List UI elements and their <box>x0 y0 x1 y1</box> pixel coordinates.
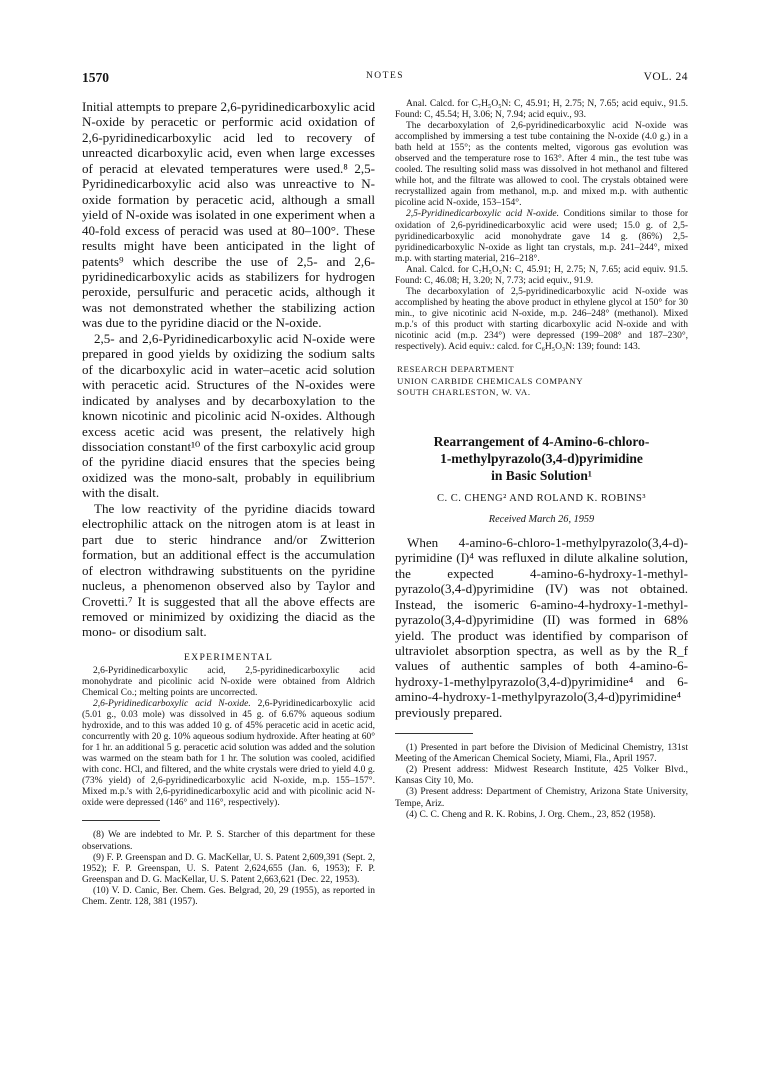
left-column <box>82 99 375 908</box>
article-title-line: 1-methylpyrazolo(3,4-d)pyrimidine <box>440 450 643 466</box>
experimental-heading: EXPERIMENTAL <box>183 651 274 663</box>
footnote: (10) V. D. Canic, Ber. Chem. Ges. Belgrad, 20, 29 (1955), as reported in Chem. Zentr. 128, 381 (1957). <box>82 885 375 907</box>
footnote: (2) Present address: Midwest Research Institute, 425 Volker Blvd., Kansas City 10, Mo. <box>395 765 688 787</box>
footnote-rule <box>395 733 473 734</box>
page-header <box>82 70 688 86</box>
body-paragraph: 2,5- and 2,6-Pyridinedicarboxylic acid N-oxide were prepared in good yields by oxidizing the sodium salts of the dicarboxylic acid in water–acetic acid solution with peracetic acid. Structures of the N-oxides were indicated by analyses and by decarboxylation to the known nicotinic and picolinic acid N-oxides. Although excess acetic acid was present, the relatively high dissociation constant¹⁰ of the first carboxylic acid group of the pyridine diacid ensures that the species being oxidized was the mono-salt, probably in equilibrium with the disalt. <box>82 330 375 501</box>
body-text <box>82 99 375 640</box>
volume-label: VOL. 24 <box>643 71 688 83</box>
footnote: (8) We are indebted to Mr. P. S. Starcher of this department for these observations. <box>82 830 375 852</box>
footnote: (3) Present address: Department of Chemistry, Arizona State University, Tempe, Ariz. <box>395 787 688 809</box>
page-number: 1570 <box>82 70 109 85</box>
affiliation-line: RESEARCH DEPARTMENT <box>397 364 515 375</box>
footnotes <box>82 830 375 907</box>
received-date: Received March 26, 1959 <box>488 513 595 525</box>
article-title <box>395 433 688 484</box>
experimental-text <box>82 666 375 810</box>
analysis: Anal. Calcd. for C₇H₅O₅N: C, 45.91; H, 2.75; N, 7.65; acid equiv., 91.5. Found: C, 45.54; H, 3.06; N, 7.94; acid equiv., 93. <box>395 99 688 121</box>
affiliation-line: SOUTH CHARLESTON, W. VA. <box>397 387 531 398</box>
body-paragraph: The low reactivity of the pyridine diacids toward electrophilic attack on the nitrogen atom is at least in part due to steric hindrance and/or Zwitterion formation, but an additional effect is the accumulation of electron withdrawing substituents on the pyridine nucleus, a phenomenon observed also by Taylor and Crovetti.⁷ It is suggested that all the above effects are removed or minimized by oxidizing the diacid as the mono- or disodium salt. <box>82 500 375 640</box>
experimental-prep <box>82 699 375 809</box>
footnote-rule <box>82 820 160 821</box>
run-in-heading: 2,5-Pyridinedicarboxylic acid N-oxide. <box>406 209 559 220</box>
experimental-continued <box>395 99 688 353</box>
article-body <box>395 535 688 720</box>
analysis: Anal. Calcd. for C₇H₅O₅N: C, 45.91; H, 2.75; N, 7.65; acid equiv. 91.5. Found: C, 46.08; H, 3.20; N, 7.73; acid equiv., 91.9. <box>395 264 688 286</box>
run-in-heading: 2,6-Pyridinedicarboxylic acid N-oxide. <box>93 699 251 709</box>
article-title-line: in Basic Solution¹ <box>491 467 592 483</box>
right-column <box>395 99 688 821</box>
body-paragraph: When 4-amino-6-chloro-1-methylpyrazolo(3,4-d)-pyrimidine (I)⁴ was refluxed in dilute alkaline solution, the expected 4-amino-6-hydroxy-1-methyl-pyrazolo(3,4-d)pyrimidine (IV) was not obtained. Instead, the isomeric 6-amino-4-hydroxy-1-methyl-pyrazolo(3,4-d)pyrimidine (II) was formed in 68% yield. The product was identified by comparison of ultraviolet absorption spectra, as well as by the R_f values of authentic samples of both 4-amino-6-hydroxy-1-methylpyrazolo(3,4-d)pyrimidine⁴ and 6-amino-4-hydroxy-1-methylpyrazolo(3,4-d)pyrimidine⁴ previously prepared. <box>395 534 688 720</box>
prep-text: Conditions similar to those for oxidation of 2,6-pyridinedicarboxylic acid were used; 15.0 g. of 2,5-pyridinedicarboxylic acid monohydrate gave 14 g. (86%) 2,5-pyridinedicarboxylic N-oxide as light tan crystals, m.p. 241–244°, mixed m.p. with starting material, 216–218°. <box>395 209 689 264</box>
experimental-intro: 2,6-Pyridinedicarboxylic acid, 2,5-pyridinedicarboxylic acid monohydrate and picolinic acid N-oxide were obtained from Aldrich Chemical Co.; melting points are uncorrected. <box>82 665 375 698</box>
article-title-line: Rearrangement of 4-Amino-6-chloro- <box>433 433 650 449</box>
running-title: NOTES <box>365 71 405 81</box>
footnote: (4) C. C. Cheng and R. K. Robins, J. Org. Chem., 23, 852 (1958). <box>406 809 656 820</box>
affiliation-line: UNION CARBIDE CHEMICALS COMPANY <box>397 375 584 386</box>
body-paragraph: Initial attempts to prepare 2,6-pyridinedicarboxylic acid N-oxide by peracetic or performic acid oxidation of 2,6-pyridinedicarboxylic acid led to recovery of unreacted dicarboxylic acid, even when large excesses of peracid at elevated temperatures were used.⁸ 2,5-Pyridinedicarboxylic acid also was unreactive to N-oxide formation by peracetic acid, although a small yield of N-oxide was isolated in one experiment when a 40-fold excess of peracid was used at 80–100°. These results might have been anticipated in the light of patents⁹ which describe the use of 2,5- and 2,6-pyridinedicarboxylic acids as stabilizers for hydrogen peroxide, persulfuric and peracetic acids, although it was not demonstrated whether the stabilizing action was due to the pyridine diacid or the N-oxide. <box>82 99 375 331</box>
footnote: (1) Presented in part before the Division of Medicinal Chemistry, 131st Meeting of the American Chemical Society, Miami, Fla., April 1957. <box>395 743 688 765</box>
footnote: (9) F. P. Greenspan and D. G. MacKellar, U. S. Patent 2,609,391 (Sept. 2, 1952); F. P. Greenspan, U. S. Patent 2,624,655 (Jan. 6, 1953); F. P. Greenspan and D. G. MacKellar, U. S. Patent 2,663,621 (Dec. 22, 1953). <box>82 852 375 885</box>
experimental-prep <box>395 209 688 264</box>
decarboxylation: The decarboxylation of 2,5-pyridinedicarboxylic acid N-oxide was accomplished by heating the above product in ethylene glycol at 150° for 30 min., to give nicotinic acid N-oxide, m.p. 246–248° (methanol). Mixed m.p.'s of this product with starting dicarboxylic acid N-oxide and with nicotinic acid (m.p. 234°) were depressed (199–208° and 187–230°, respectively). Acid equiv.: calcd. for C₆H₅O₃N: 139; found: 143. <box>395 286 688 353</box>
prep-text: 2,6-Pyridinedicarboxylic acid (5.01 g., 0.03 mole) was dissolved in 45 g. of 6.67% aqueous sodium hydroxide, and to this was added 10 g. of 45% peracetic acid in acetic acid, concurrently with 20 g. 10% aqueous sodium hydroxide. After heating at 60° for 1 hr. an additional 5 g. peracetic acid solution was added and the solution was warmed on the steam bath for 1 hr. The solution was cooled, acidified with conc. HCl, and filtered, and the white crystals were dried to yield 4.0 g. (73% yield) of 2,6-pyridinedicarboxylic acid N-oxide, m.p. 155–157°. Mixed m.p.'s with 2,6-pyridinedicarboxylic acid and with picolinic acid N-oxide were depressed (146° and 116°, respectively). <box>82 699 375 809</box>
footnotes <box>395 743 688 820</box>
affiliation <box>397 364 688 399</box>
decarboxylation: The decarboxylation of 2,6-pyridinedicarboxylic acid N-oxide was accomplished by immersing a test tube containing the N-oxide (4.0 g.) in a bath held at 155°; as the contents melted, vigorous gas evolution was observed and the temperature rose to 163°. After 4 min., the test tube was cooled. The resulting solid mass was dissolved in hot methanol and filtered while hot, and the filtrate was allowed to cool. The crystals obtained were recrystallized again from methanol, m.p. and mixed m.p. with authentic picoline acid N-oxide, 153–154°. <box>395 121 688 209</box>
article-authors: C. C. CHENG² AND ROLAND K. ROBINS³ <box>436 492 647 504</box>
